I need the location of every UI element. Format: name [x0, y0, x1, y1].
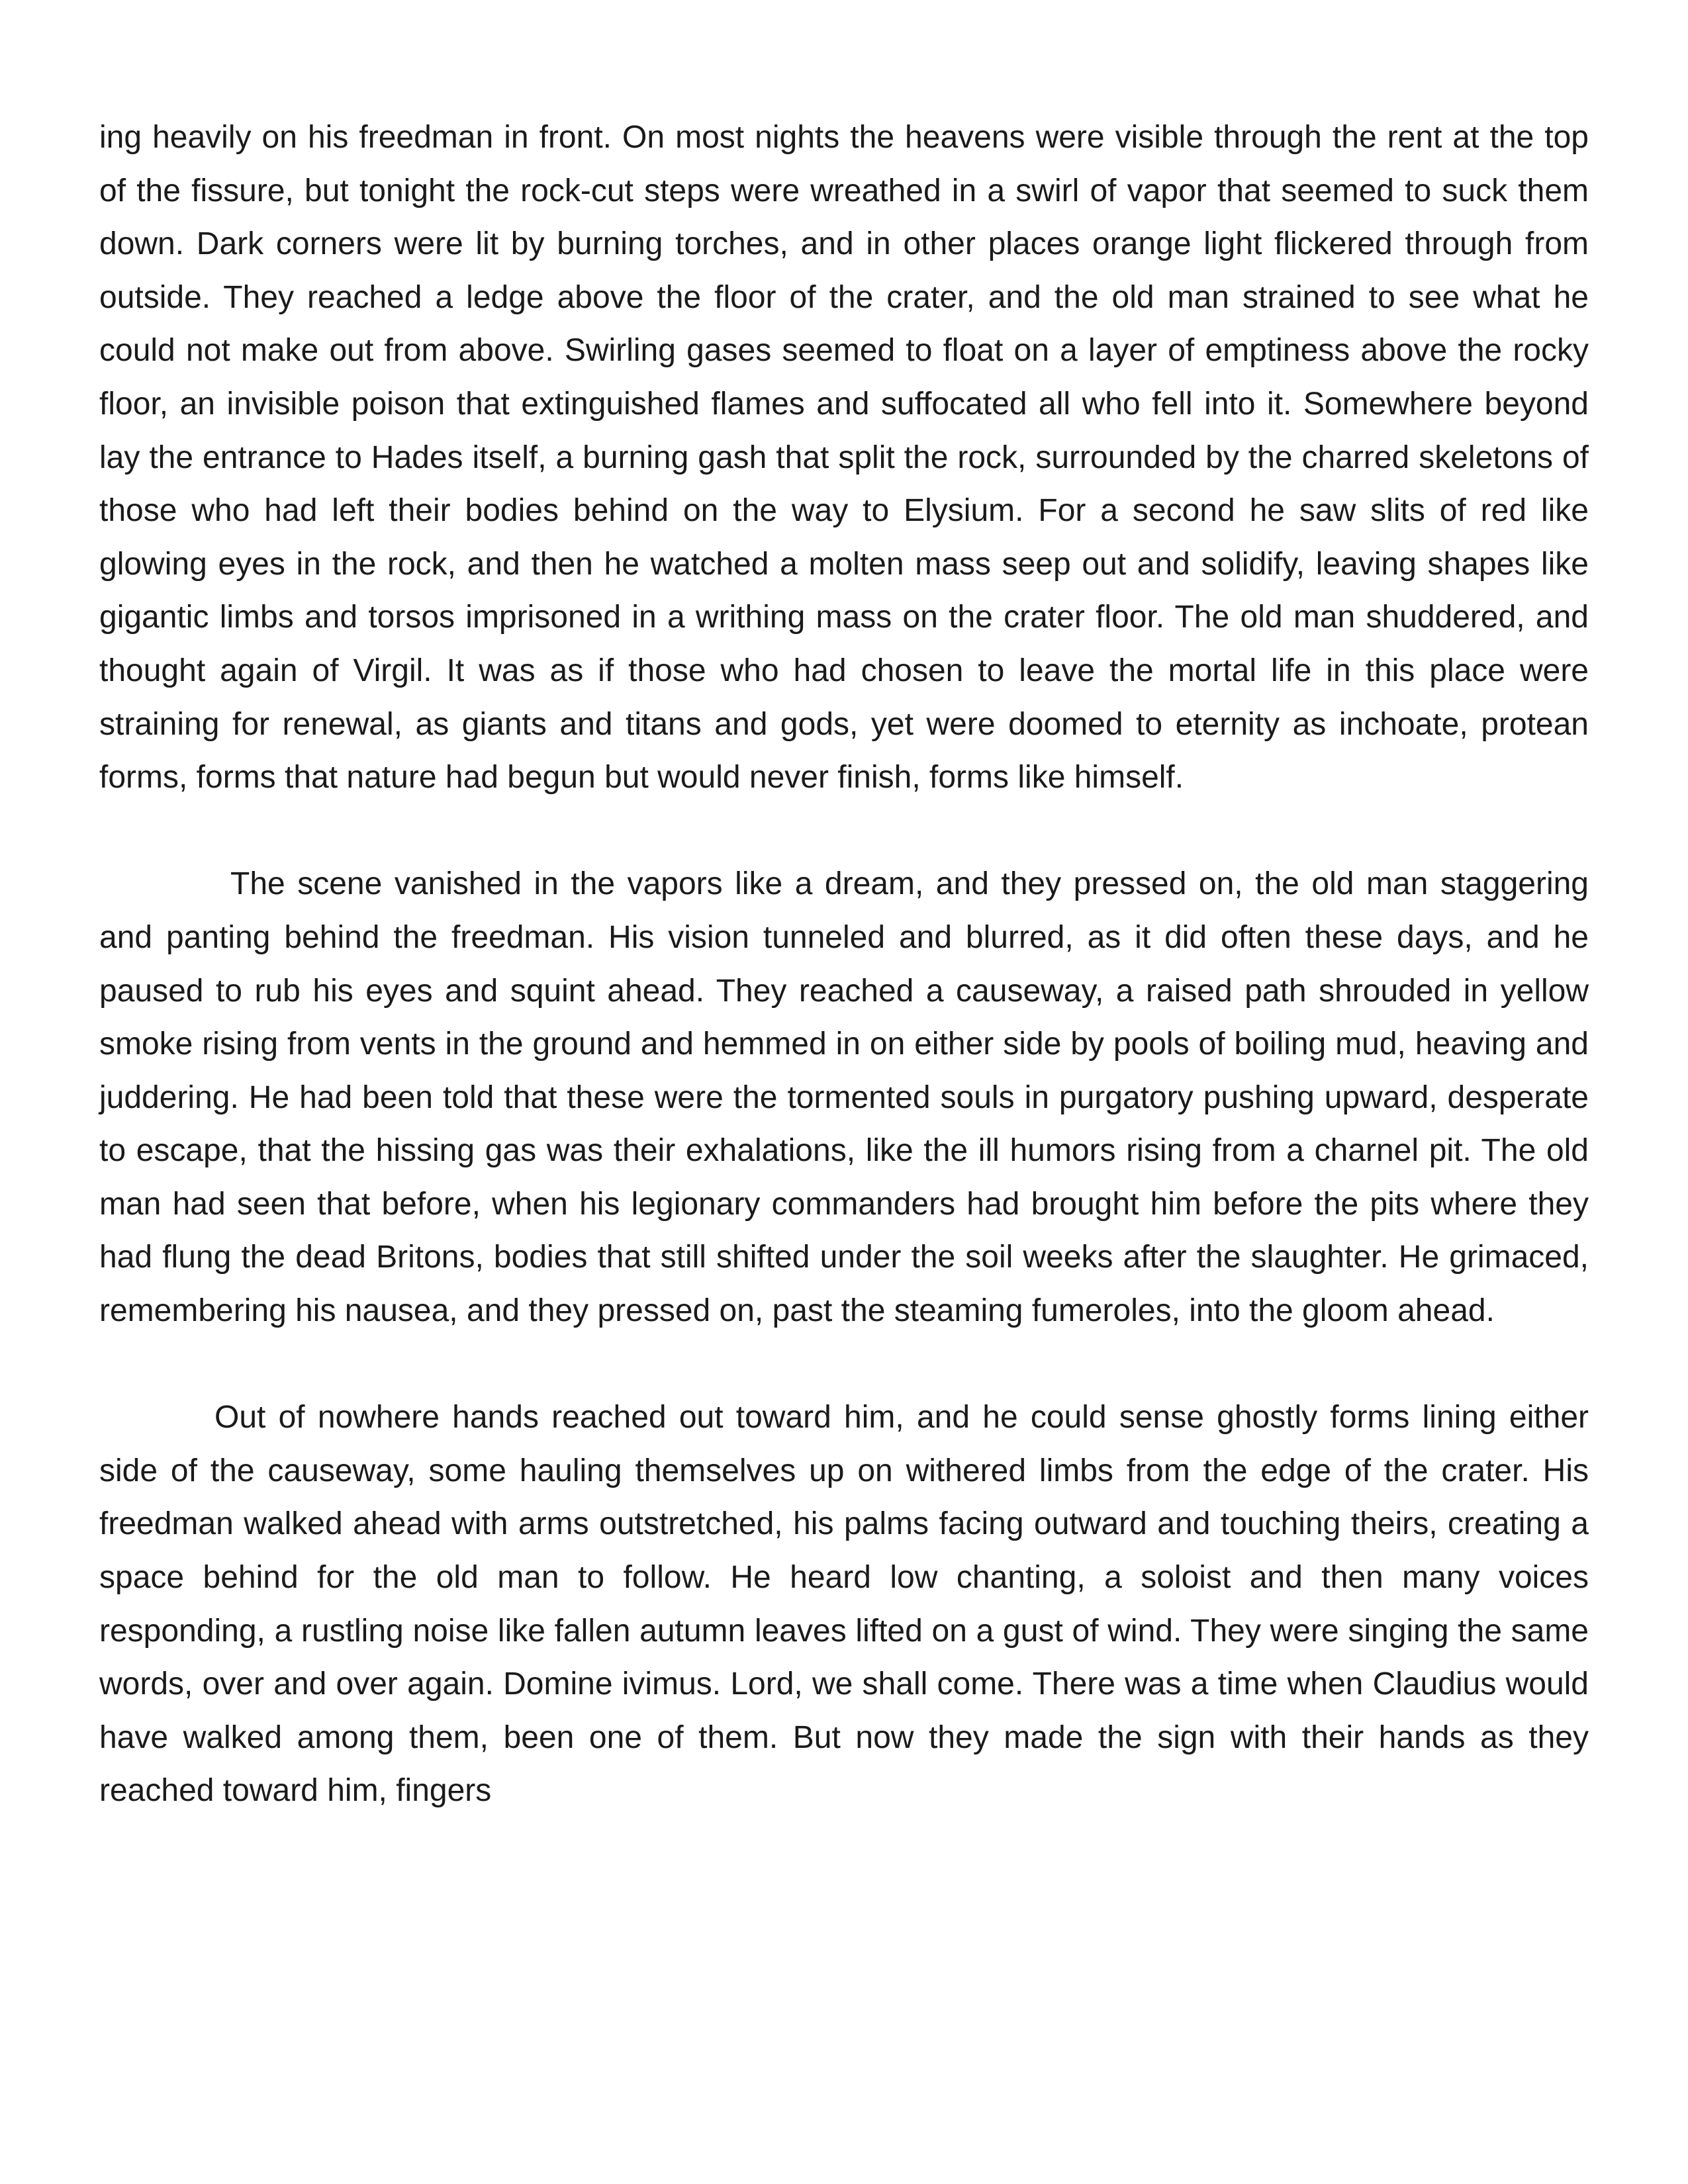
- paragraph-3: Out of nowhere hands reached out toward him, and he could sense ghostly forms lining either side of the causeway, some hauling themselves up on withered limbs from the edge of the crater. His freedman walked ahead with arms outstretched, his palms facing outward and touching theirs, creating a space behind for the old man to follow. He heard low chanting, a soloist and then many voices responding, a rustling noise like fallen autumn leaves lifted on a gust of wind. They were singing the same words, over and over again. Domine ivimus. Lord, we shall come. There was a time when Claudius would have walked among them, been one of them. But now they made the sign with their hands as they reached toward him, fingers: [99, 1400, 1589, 1809]
- document-page: [99, 111, 1589, 1818]
- paragraph-1: ing heavily on his freedman in front. On most nights the heavens were visible through the rent at the top of the fissure, but tonight the rock-cut steps were wreathed in a swirl of vapor that seemed to suck them down. Dark corners were lit by burning torches, and in other places orange light flickered through from outside. They reached a ledge above the floor of the crater, and the old man strained to see what he could not make out from above. Swirling gases seemed to float on a layer of emptiness above the rocky floor, an invisible poison that extinguished flames and suffocated all who fell into it. Somewhere beyond lay the entrance to Hades itself, a burning gash that split the rock, surrounded by the charred skeletons of those who had left their bodies behind on the way to Elysium. For a second he saw slits of red like glowing eyes in the rock, and then he watched a molten mass seep out and solidify, leaving shapes like gigantic limbs and torsos imprisoned in a writhing mass on the crater floor. The old man shuddered, and thought again of Virgil. It was as if those who had chosen to leave the mortal life in this place were straining for renewal, as giants and titans and gods, yet were doomed to eternity as inchoate, protean forms, forms that nature had begun but would never finish, forms like himself.: [99, 120, 1589, 796]
- paragraph-2: The scene vanished in the vapors like a dream, and they pressed on, the old man staggering and panting behind the freedman. His vision tunneled and blurred, as it did often these days, and he paused to rub his eyes and squint ahead. They reached a causeway, a raised path shrouded in yellow smoke rising from vents in the ground and hemmed in on either side by pools of boiling mud, heaving and juddering. He had been told that these were the tormented souls in purgatory pushing upward, desperate to escape, that the hissing gas was their exhalations, like the ill humors rising from a charnel pit. The old man had seen that before, when his legionary commanders had brought him before the pits where they had flung the dead Britons, bodies that still shifted under the soil weeks after the slaughter. He grimaced, remembering his nausea, and they pressed on, past the steaming fumeroles, into the gloom ahead.: [99, 866, 1589, 1329]
